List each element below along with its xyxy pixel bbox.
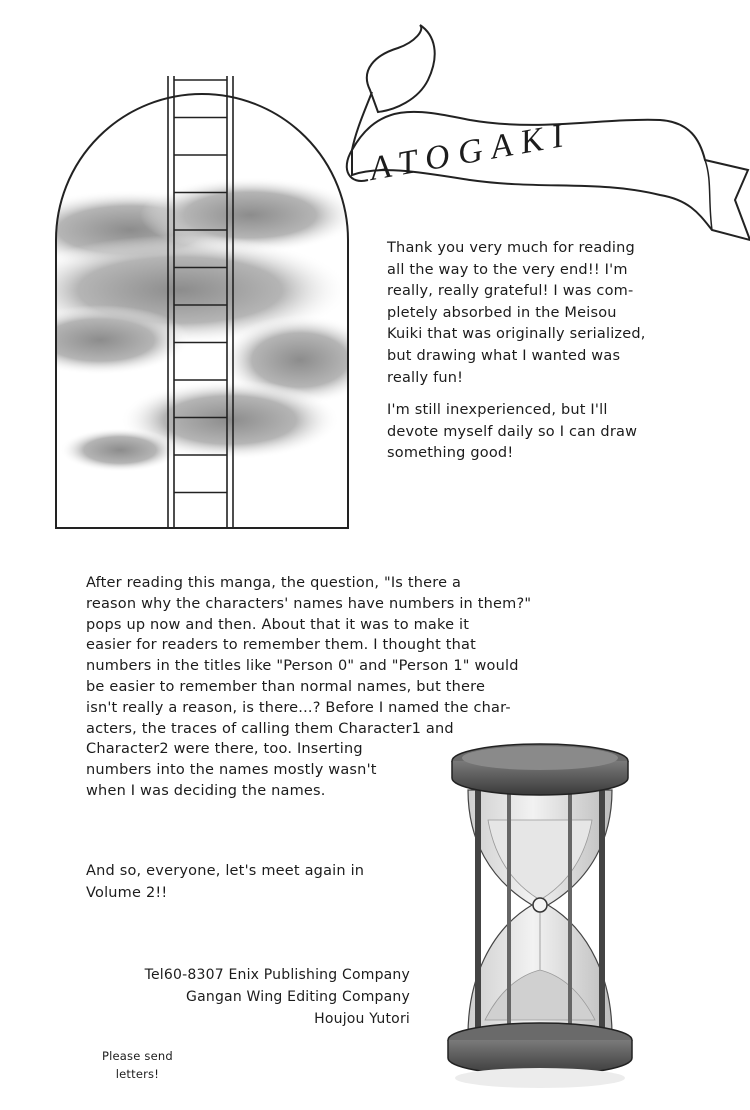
note-line: Please send [102,1049,173,1063]
text-line: really, really grateful! I was com- [387,283,634,300]
text-line: something good! [387,445,514,462]
text-line: when I was deciding the names. [86,782,326,799]
text-line: Volume 2!! [86,885,168,901]
character-names-paragraph [86,573,531,802]
banner-title: ATOGAKI [366,115,575,188]
text-line: numbers in the titles like "Person 0" and "Person 1" would [86,658,519,675]
text-line: all the way to the very end!! I'm [387,261,628,278]
text-line: Kuiki that was originally serialized, [387,326,646,343]
text-line: easier for readers to remember them. I thought that [86,637,477,654]
closing-paragraph [86,860,364,904]
text-line: pletely absorbed in the Meisou [387,304,617,321]
text-line: acters, the traces of calling them Character1 and [86,720,454,737]
arch-window-illustration [10,90,380,530]
text-line: really fun! [387,369,464,386]
text-line: reason why the characters' names have numbers in them?" [86,595,532,612]
text-line: Thank you very much for reading [387,240,635,256]
text-line: Character2 were there, too. Inserting [86,741,363,758]
text-line: isn't really a reason, is there...? Before I named the char- [86,699,511,716]
mailing-address [145,964,410,1030]
afterword-intro-paragraph [387,238,646,389]
text-line: but drawing what I wanted was [387,347,621,364]
note-line: letters! [115,1067,160,1081]
text-line: And so, everyone, let's meet again in [86,863,365,879]
text-line: I'm still inexperienced, but I'll [387,402,608,418]
letters-request-note [102,1047,173,1083]
text-line: pops up now and then. About that it was to make it [86,616,470,633]
text-line: be easier to remember than normal names, but there [86,678,486,695]
afterword-resolve-paragraph [387,400,637,465]
text-line: numbers into the names mostly wasn't [86,762,377,779]
atogaki-banner [347,25,750,240]
text-line: devote myself daily so I can draw [387,423,638,440]
address-line: Houjou Yutori [314,1011,410,1027]
address-line: Tel60-8307 Enix Publishing Company [144,967,410,983]
address-line: Gangan Wing Editing Company [186,989,410,1005]
text-line: After reading this manga, the question, "Is there a [86,575,462,591]
